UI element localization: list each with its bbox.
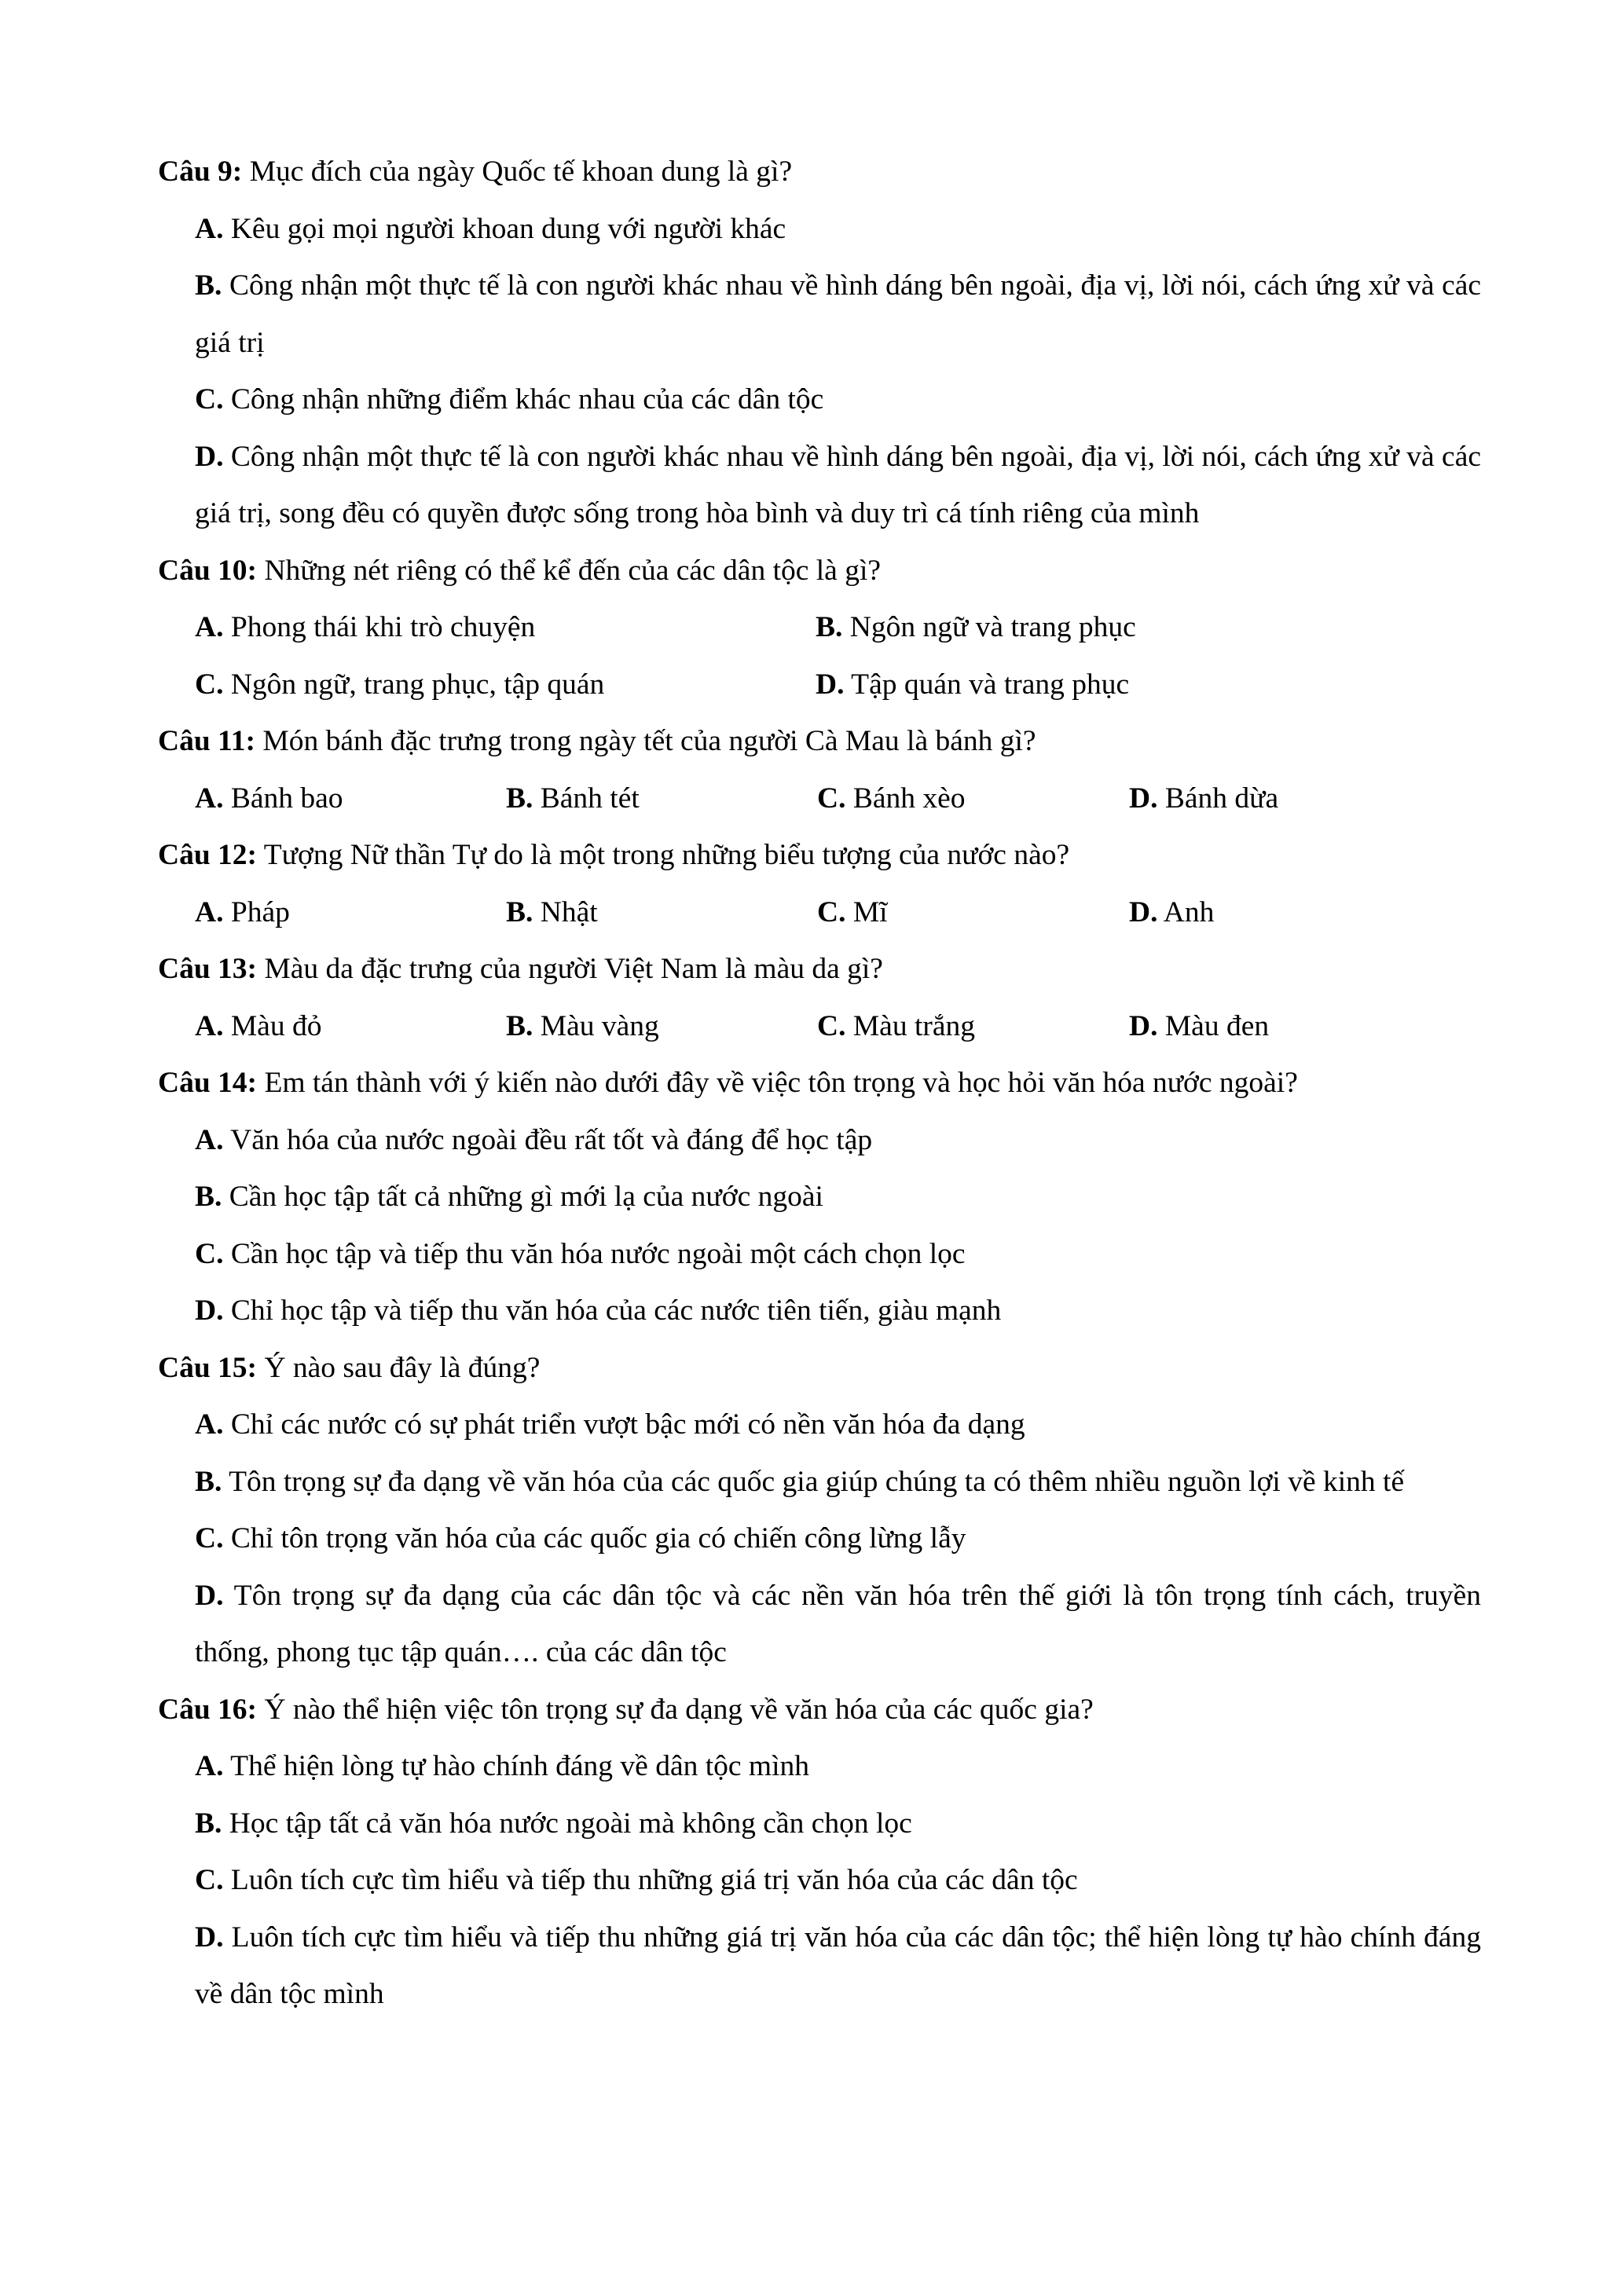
answer-option (195, 1112, 1481, 1170)
answer-option (195, 771, 343, 828)
question-text: Ý nào thể hiện việc tôn trọng sự đa dạng về văn hóa của các quốc gia? (264, 1693, 1094, 1726)
answer-option (195, 372, 1481, 429)
exam-page (158, 144, 1481, 2023)
option-text: Mĩ (852, 895, 888, 928)
option-letter: D. (195, 440, 224, 473)
answer-option (195, 1910, 1481, 2023)
option-letter: C. (817, 782, 846, 815)
option-text: Cần học tập và tiếp thu văn hóa nước ngoài một cách chọn lọc (230, 1237, 966, 1270)
option-text: Màu vàng (540, 1009, 659, 1042)
answer-option (195, 1169, 1481, 1226)
answer-option (195, 1283, 1481, 1340)
option-letter: B. (195, 1181, 222, 1213)
option-letter: C. (195, 1237, 224, 1270)
option-letter: D. (195, 1579, 224, 1612)
question-title (158, 1055, 1481, 1112)
question-title (158, 713, 1481, 771)
option-text: Luôn tích cực tìm hiểu và tiếp thu những giá trị văn hóa của các dân tộc (230, 1864, 1078, 1896)
option-letter: B. (195, 269, 222, 302)
answer-option (1129, 884, 1214, 942)
option-letter: C. (817, 895, 846, 928)
question-block (158, 1055, 1481, 1340)
option-text: Bánh tét (540, 782, 640, 815)
option-letter: A. (195, 1408, 224, 1441)
question-number: Câu 12: (158, 839, 258, 871)
option-text: Kêu gọi mọi người khoan dung với người khác (230, 212, 786, 245)
question-block (158, 941, 1481, 1055)
answer-option (506, 771, 640, 828)
question-number: Câu 10: (158, 554, 258, 587)
question-title (158, 1682, 1481, 1739)
option-text: Ngôn ngữ, trang phục, tập quán (230, 668, 605, 701)
question-text: Món bánh đặc trưng trong ngày tết của người Cà Mau là bánh gì? (262, 725, 1036, 757)
option-text: Pháp (230, 895, 290, 928)
answer-option (506, 998, 659, 1056)
question-title (158, 144, 1481, 201)
answer-option (195, 1738, 1481, 1796)
option-letter: C. (195, 668, 224, 701)
option-text: Anh (1163, 895, 1215, 928)
option-text: Màu trắng (852, 1009, 976, 1042)
option-letter: B. (506, 782, 533, 815)
option-text: Nhật (540, 895, 598, 928)
question-block (158, 1340, 1481, 1682)
answer-option (195, 1511, 1481, 1568)
answer-option (817, 771, 966, 828)
option-text: Học tập tất cả văn hóa nước ngoài mà không cần chọn lọc (229, 1807, 912, 1840)
answer-option (817, 998, 975, 1056)
option-text: Tôn trọng sự đa dạng về văn hóa của các quốc gia giúp chúng ta có thêm nhiều nguồn lợi về kinh tế (229, 1465, 1405, 1498)
answer-option (195, 429, 1481, 543)
question-block (158, 827, 1481, 941)
question-text: Những nét riêng có thể kể đến của các dân tộc là gì? (264, 554, 882, 587)
answer-option (195, 998, 321, 1056)
option-letter: B. (195, 1807, 222, 1840)
question-text: Em tán thành với ý kiến nào dưới đây về việc tôn trọng và học hỏi văn hóa nước ngoài? (264, 1067, 1298, 1099)
question-number: Câu 15: (158, 1351, 258, 1384)
option-text: Phong thái khi trò chuyện (230, 611, 536, 643)
option-letter: B. (506, 895, 533, 928)
option-letter: A. (195, 1750, 224, 1782)
answer-option (195, 258, 1481, 372)
option-text: Văn hóa của nước ngoài đều rất tốt và đáng để học tập (230, 1123, 873, 1156)
option-text: Màu đỏ (230, 1009, 322, 1042)
question-title (158, 543, 1481, 600)
question-title (158, 1340, 1481, 1397)
option-letter: C. (817, 1009, 846, 1042)
answer-option (816, 599, 1136, 657)
option-letter: D. (1129, 1009, 1158, 1042)
answer-option (1129, 771, 1278, 828)
question-text: Ý nào sau đây là đúng? (264, 1351, 541, 1384)
question-number: Câu 16: (158, 1693, 258, 1726)
option-letter: D. (195, 1294, 224, 1327)
answer-option (195, 1397, 1481, 1454)
option-letter: D. (816, 668, 845, 701)
option-text: Bánh dừa (1164, 782, 1279, 815)
answer-option (195, 1852, 1481, 1910)
answer-option (195, 1454, 1481, 1511)
option-letter: A. (195, 1123, 224, 1156)
question-text: Mục đích của ngày Quốc tế khoan dung là gì? (249, 156, 793, 188)
option-letter: A. (195, 611, 224, 643)
answer-option (195, 201, 1481, 258)
question-number: Câu 14: (158, 1067, 258, 1099)
question-number: Câu 9: (158, 156, 243, 188)
option-text: Cần học tập tất cả những gì mới lạ của nước ngoài (229, 1181, 823, 1213)
option-letter: C. (195, 1864, 224, 1896)
question-title (158, 941, 1481, 998)
option-text: Công nhận một thực tế là con người khác nhau về hình dáng bên ngoài, địa vị, lời nói, cách ứng xử và các giá trị (195, 269, 1481, 359)
answer-option (1129, 998, 1269, 1056)
option-letter: D. (1129, 895, 1158, 928)
option-letter: A. (195, 895, 224, 928)
option-letter: C. (195, 383, 224, 416)
answer-option (195, 1226, 1481, 1283)
answer-option (195, 1568, 1481, 1682)
question-block (158, 144, 1481, 543)
option-text: Bánh xèo (852, 782, 966, 815)
option-letter: A. (195, 1009, 224, 1042)
question-block (158, 543, 1481, 714)
options-row (158, 998, 1481, 1056)
question-text: Màu da đặc trưng của người Việt Nam là màu da gì? (264, 953, 883, 985)
option-text: Màu đen (1164, 1009, 1270, 1042)
answer-option (506, 884, 598, 942)
answer-option (817, 884, 888, 942)
option-letter: D. (195, 1921, 224, 1954)
answer-option (195, 1796, 1481, 1853)
options-row (158, 657, 1481, 714)
question-block (158, 1682, 1481, 2023)
options-row (158, 599, 1481, 657)
option-text: Bánh bao (230, 782, 343, 815)
option-letter: A. (195, 782, 224, 815)
option-text: Chỉ tôn trọng văn hóa của các quốc gia có chiến công lừng lẫy (230, 1522, 966, 1554)
options-row (158, 771, 1481, 828)
option-text: Tập quán và trang phục (851, 668, 1130, 701)
option-text: Chỉ học tập và tiếp thu văn hóa của các nước tiên tiến, giàu mạnh (230, 1294, 1002, 1327)
question-number: Câu 11: (158, 725, 255, 757)
options-row (158, 884, 1481, 942)
option-text: Luôn tích cực tìm hiểu và tiếp thu những giá trị văn hóa của các dân tộc; thể hiện lòng tự hào chính đáng về dân tộc mình (195, 1921, 1482, 2010)
option-text: Ngôn ngữ và trang phục (849, 611, 1136, 643)
option-letter: B. (816, 611, 843, 643)
option-letter: B. (506, 1009, 533, 1042)
option-text: Chỉ các nước có sự phát triển vượt bậc mới có nền văn hóa đa dạng (230, 1408, 1025, 1441)
option-text: Tôn trọng sự đa dạng của các dân tộc và các nền văn hóa trên thế giới là tôn trọng tính cách, truyền thống, phong tục tập quán…. của các dân tộc (195, 1579, 1481, 1668)
answer-option (195, 884, 290, 942)
answer-option (195, 657, 604, 714)
option-letter: D. (1129, 782, 1158, 815)
answer-option (195, 599, 535, 657)
question-title (158, 827, 1481, 884)
option-letter: A. (195, 212, 224, 245)
option-letter: C. (195, 1522, 224, 1554)
option-text: Công nhận một thực tế là con người khác nhau về hình dáng bên ngoài, địa vị, lời nói, cách ứng xử và các giá trị, song đều có quyền được sống trong hòa bình và duy trì cá tính riêng của mình (195, 440, 1481, 529)
option-text: Thể hiện lòng tự hào chính đáng về dân tộc mình (230, 1750, 809, 1782)
answer-option (816, 657, 1129, 714)
question-number: Câu 13: (158, 953, 258, 985)
question-block (158, 713, 1481, 827)
option-letter: B. (195, 1465, 222, 1498)
question-text: Tượng Nữ thần Tự do là một trong những biểu tượng của nước nào? (263, 839, 1070, 871)
option-text: Công nhận những điểm khác nhau của các dân tộc (230, 383, 824, 416)
